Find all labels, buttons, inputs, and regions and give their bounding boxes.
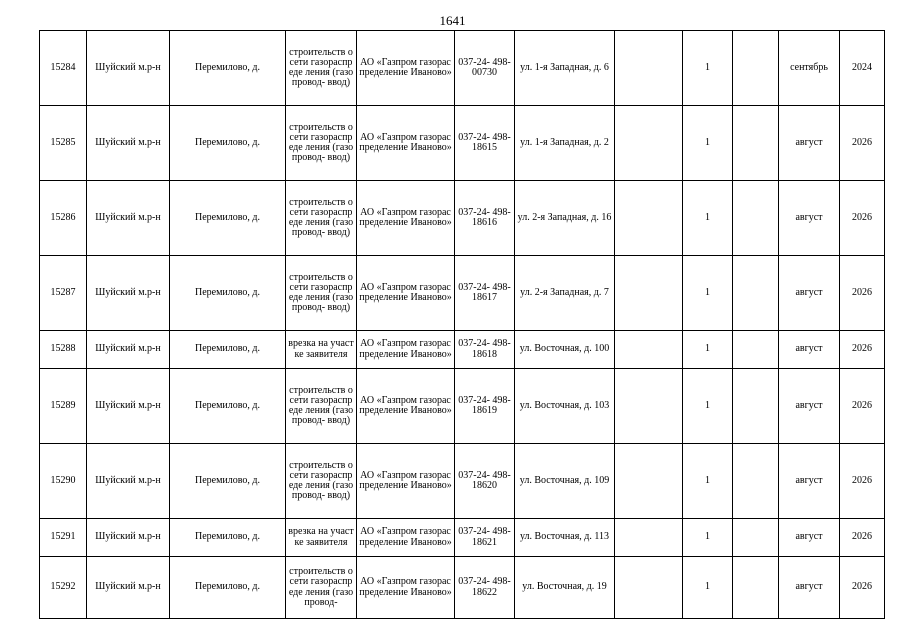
table-row [40, 557, 885, 619]
month-cell: сентябрь [779, 31, 840, 106]
row-number-cell: 15291 [40, 519, 87, 557]
application-code-cell: 037-24- 498-18618 [455, 331, 515, 369]
work-type-cell: строительств о сети газораспреде ления (газопровод- ввод) [286, 369, 357, 444]
settlement-cell: Перемилово, д. [170, 369, 286, 444]
settlement-cell: Перемилово, д. [170, 444, 286, 519]
empty-cell-b [733, 444, 779, 519]
row-number-cell: 15285 [40, 106, 87, 181]
organization-cell: АО «Газпром газораспределение Иваново» [357, 557, 455, 619]
address-cell: ул. Восточная, д. 100 [515, 331, 615, 369]
year-cell: 2026 [840, 444, 885, 519]
district-cell: Шуйский м.р-н [87, 181, 170, 256]
table-row [40, 181, 885, 256]
empty-cell-a [615, 106, 683, 181]
organization-cell: АО «Газпром газораспределение Иваново» [357, 519, 455, 557]
year-cell: 2024 [840, 31, 885, 106]
year-cell: 2026 [840, 369, 885, 444]
row-number-cell: 15290 [40, 444, 87, 519]
address-cell: ул. Восточная, д. 109 [515, 444, 615, 519]
gasification-table [39, 30, 885, 619]
year-cell: 2026 [840, 557, 885, 619]
row-number-cell: 15288 [40, 331, 87, 369]
work-type-cell: врезка на участке заявителя [286, 331, 357, 369]
district-cell: Шуйский м.р-н [87, 256, 170, 331]
month-cell: август [779, 369, 840, 444]
table-row [40, 519, 885, 557]
row-number-cell: 15287 [40, 256, 87, 331]
quantity-cell: 1 [683, 369, 733, 444]
year-cell: 2026 [840, 331, 885, 369]
empty-cell-a [615, 557, 683, 619]
table-row [40, 331, 885, 369]
application-code-cell: 037-24- 498-18615 [455, 106, 515, 181]
quantity-cell: 1 [683, 519, 733, 557]
application-code-cell: 037-24- 498-18620 [455, 444, 515, 519]
month-cell: август [779, 181, 840, 256]
table-row [40, 31, 885, 106]
address-cell: ул. 1-я Западная, д. 2 [515, 106, 615, 181]
settlement-cell: Перемилово, д. [170, 519, 286, 557]
district-cell: Шуйский м.р-н [87, 31, 170, 106]
organization-cell: АО «Газпром газораспределение Иваново» [357, 256, 455, 331]
work-type-cell: строительств о сети газораспреде ления (газопровод- [286, 557, 357, 619]
empty-cell-b [733, 106, 779, 181]
page-number: 1641 [439, 13, 466, 28]
settlement-cell: Перемилово, д. [170, 31, 286, 106]
month-cell: август [779, 106, 840, 181]
month-cell: август [779, 331, 840, 369]
empty-cell-a [615, 31, 683, 106]
row-number-cell: 15289 [40, 369, 87, 444]
district-cell: Шуйский м.р-н [87, 106, 170, 181]
organization-cell: АО «Газпром газораспределение Иваново» [357, 331, 455, 369]
district-cell: Шуйский м.р-н [87, 331, 170, 369]
address-cell: ул. Восточная, д. 103 [515, 369, 615, 444]
empty-cell-a [615, 256, 683, 331]
address-cell: ул. Восточная, д. 113 [515, 519, 615, 557]
address-cell: ул. 2-я Западная, д. 7 [515, 256, 615, 331]
settlement-cell: Перемилово, д. [170, 181, 286, 256]
district-cell: Шуйский м.р-н [87, 519, 170, 557]
table-row [40, 369, 885, 444]
address-cell: ул. Восточная, д. 19 [515, 557, 615, 619]
table-row [40, 256, 885, 331]
quantity-cell: 1 [683, 331, 733, 369]
empty-cell-b [733, 369, 779, 444]
district-cell: Шуйский м.р-н [87, 557, 170, 619]
work-type-cell: врезка на участке заявителя [286, 519, 357, 557]
quantity-cell: 1 [683, 256, 733, 331]
application-code-cell: 037-24- 498-18622 [455, 557, 515, 619]
settlement-cell: Перемилово, д. [170, 557, 286, 619]
work-type-cell: строительств о сети газораспреде ления (газопровод- ввод) [286, 444, 357, 519]
row-number-cell: 15284 [40, 31, 87, 106]
work-type-cell: строительств о сети газораспреде ления (газопровод- ввод) [286, 181, 357, 256]
quantity-cell: 1 [683, 106, 733, 181]
work-type-cell: строительств о сети газораспреде ления (газопровод- ввод) [286, 256, 357, 331]
month-cell: август [779, 444, 840, 519]
work-type-cell: строительств о сети газораспреде ления (газопровод- ввод) [286, 106, 357, 181]
row-number-cell: 15292 [40, 557, 87, 619]
year-cell: 2026 [840, 256, 885, 331]
organization-cell: АО «Газпром газораспределение Иваново» [357, 369, 455, 444]
settlement-cell: Перемилово, д. [170, 331, 286, 369]
empty-cell-a [615, 519, 683, 557]
month-cell: август [779, 557, 840, 619]
table-row [40, 444, 885, 519]
address-cell: ул. 1-я Западная, д. 6 [515, 31, 615, 106]
row-number-cell: 15286 [40, 181, 87, 256]
organization-cell: АО «Газпром газораспределение Иваново» [357, 444, 455, 519]
year-cell: 2026 [840, 106, 885, 181]
application-code-cell: 037-24- 498-18621 [455, 519, 515, 557]
month-cell: август [779, 519, 840, 557]
empty-cell-a [615, 369, 683, 444]
year-cell: 2026 [840, 181, 885, 256]
settlement-cell: Перемилово, д. [170, 256, 286, 331]
organization-cell: АО «Газпром газораспределение Иваново» [357, 106, 455, 181]
application-code-cell: 037-24- 498-18616 [455, 181, 515, 256]
application-code-cell: 037-24- 498-00730 [455, 31, 515, 106]
empty-cell-b [733, 31, 779, 106]
work-type-cell: строительств о сети газораспреде ления (газопровод- ввод) [286, 31, 357, 106]
empty-cell-b [733, 519, 779, 557]
district-cell: Шуйский м.р-н [87, 369, 170, 444]
quantity-cell: 1 [683, 557, 733, 619]
table-row [40, 106, 885, 181]
quantity-cell: 1 [683, 31, 733, 106]
quantity-cell: 1 [683, 444, 733, 519]
year-cell: 2026 [840, 519, 885, 557]
organization-cell: АО «Газпром газораспределение Иваново» [357, 181, 455, 256]
quantity-cell: 1 [683, 181, 733, 256]
month-cell: август [779, 256, 840, 331]
empty-cell-b [733, 256, 779, 331]
address-cell: ул. 2-я Западная, д. 16 [515, 181, 615, 256]
empty-cell-b [733, 557, 779, 619]
empty-cell-a [615, 331, 683, 369]
settlement-cell: Перемилово, д. [170, 106, 286, 181]
application-code-cell: 037-24- 498-18619 [455, 369, 515, 444]
district-cell: Шуйский м.р-н [87, 444, 170, 519]
application-code-cell: 037-24- 498-18617 [455, 256, 515, 331]
empty-cell-a [615, 444, 683, 519]
empty-cell-b [733, 331, 779, 369]
organization-cell: АО «Газпром газораспределение Иваново» [357, 31, 455, 106]
empty-cell-b [733, 181, 779, 256]
empty-cell-a [615, 181, 683, 256]
